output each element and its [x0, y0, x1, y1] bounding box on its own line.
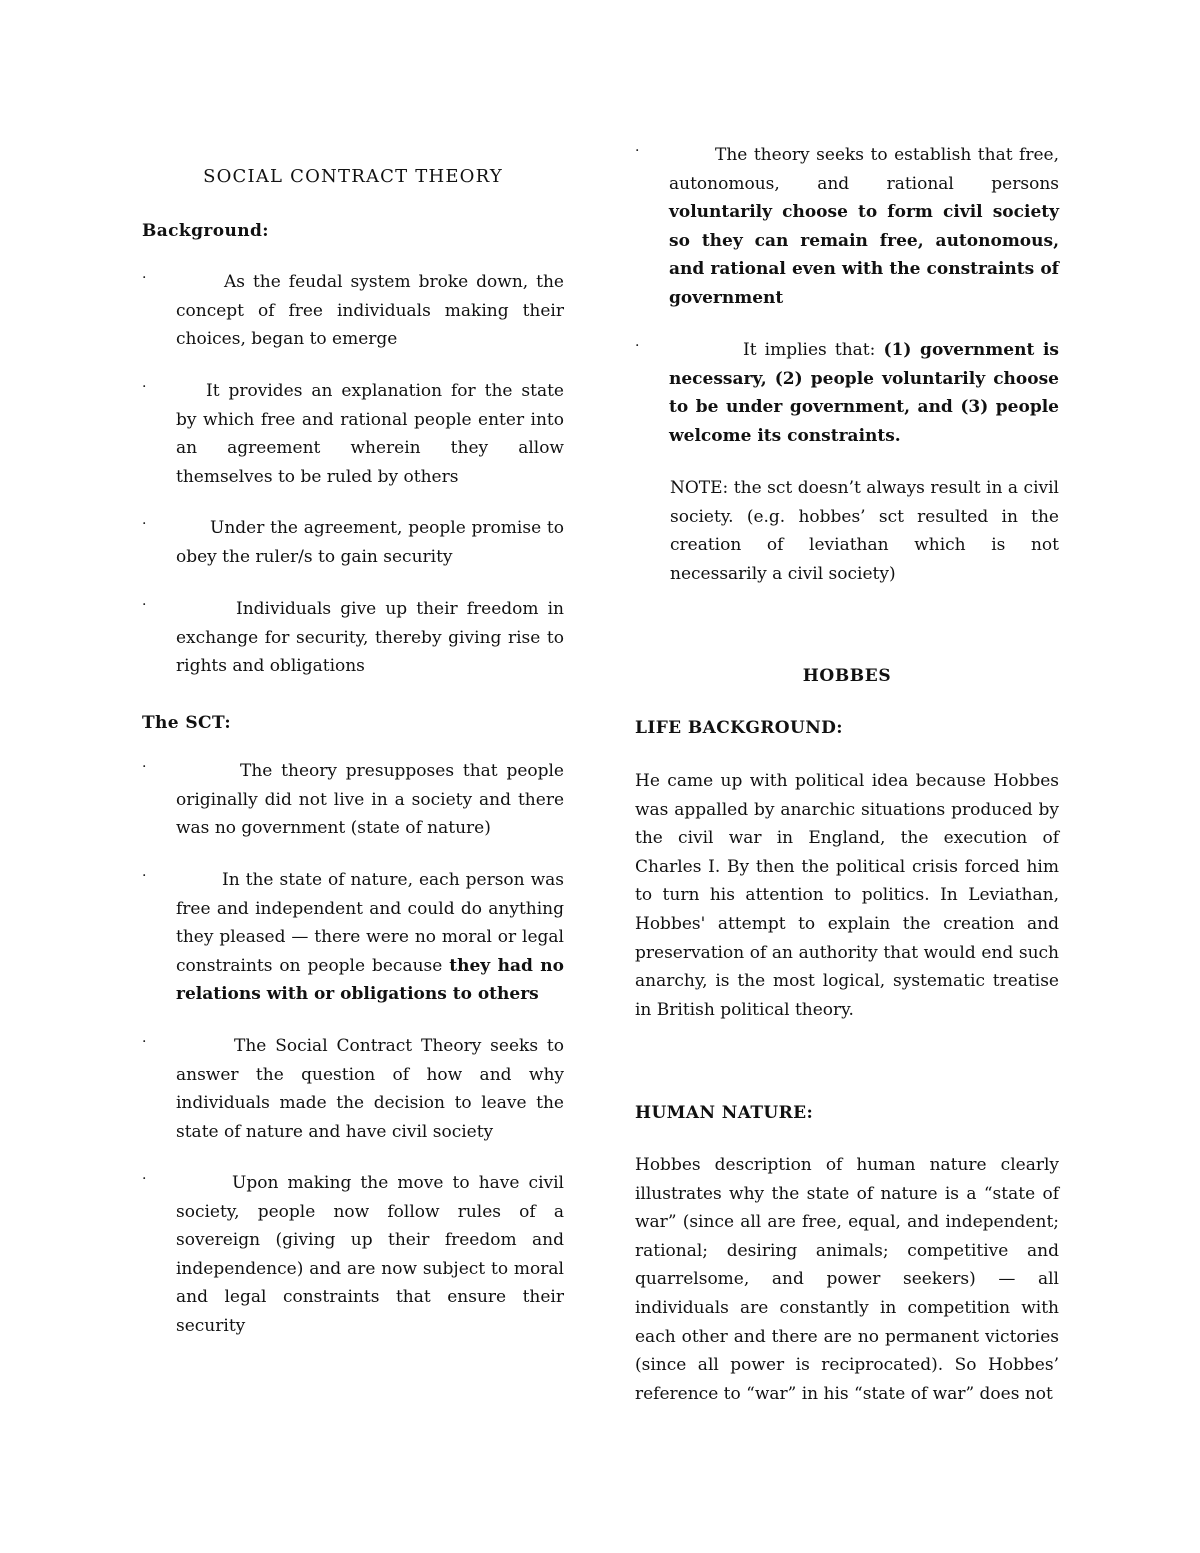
sct-item-2-bold: they had no relations with or obligations to others	[176, 955, 564, 1005]
right-item-1-text	[669, 141, 1059, 313]
background-item-1	[142, 268, 564, 354]
right-item-1-plain: The theory seeks to establish that free, autonomous, and rational persons	[669, 145, 1059, 194]
background-item-4-text: Individuals give up their freedom in exchange for security, thereby giving rise to rights and obligations	[176, 599, 564, 677]
note-paragraph: NOTE: the sct doesn’t always result in a civil society. (e.g. hobbes’ sct resulted in the creation of leviathan which is not necessarily a civil society)	[670, 478, 1059, 584]
bullet-icon: ·	[142, 597, 147, 613]
background-item-4	[142, 595, 564, 681]
background-item-2-text: It provides an explanation for the state by which free and rational people enter into an agreement wherein they allow themselves to be ruled by others	[176, 381, 564, 487]
bullet-icon: ·	[142, 759, 147, 775]
right-item-1-bold: voluntarily choose to form civil society so they can remain free, autonomous, and rational even with the constraints of government	[669, 202, 1059, 308]
bullet-icon: ·	[142, 1034, 147, 1050]
right-item-1	[635, 141, 1059, 313]
right-item-2-text	[669, 336, 1059, 450]
sct-item-1	[142, 757, 564, 843]
bullet-icon: ·	[142, 379, 147, 395]
right-item-2-plain: It implies that:	[743, 340, 884, 360]
right-item-2	[635, 336, 1059, 450]
page-title: SOCIAL CONTRACT THEORY	[203, 166, 503, 187]
sct-item-2-plain: In the state of nature, each person was free and independent and could do anything they pleased — there were no moral or legal constraints on people because	[176, 870, 564, 976]
background-item-2	[142, 377, 564, 491]
background-heading: Background:	[142, 221, 269, 241]
bullet-icon: ·	[142, 868, 147, 884]
bullet-icon: ·	[142, 1171, 147, 1187]
sct-item-3-text: The Social Contract Theory seeks to answer the question of how and why individuals made the decision to leave the state of nature and have civil society	[176, 1036, 564, 1142]
sct-item-2-text	[176, 866, 564, 1009]
right-item-2-bold: (1) government is necessary, (2) people voluntarily choose to be under government, and (3) people welcome its constraints.	[669, 340, 1059, 446]
sct-item-4-text: Upon making the move to have civil society, people now follow rules of a sovereign (giving up their freedom and independence) and are now subject to moral and legal constraints that ensure their security	[176, 1173, 564, 1336]
bullet-icon: ·	[142, 516, 147, 532]
human-nature-text: Hobbes description of human nature clearly illustrates why the state of nature is a “state of war” (since all are free, equal, and independent; rational; desiring animals; competitive and quarrelsome, and power seekers) — all individuals are constantly in competition with each other and there are no permanent victories (since all power is reciprocated). So Hobbes’ reference to “war” in his “state of war” does not	[635, 1155, 1059, 1404]
sct-item-4	[142, 1169, 564, 1341]
sct-item-3	[142, 1032, 564, 1146]
bullet-icon: ·	[635, 338, 640, 354]
bullet-icon: ·	[635, 143, 640, 159]
background-item-3	[142, 514, 564, 571]
background-item-3-text: Under the agreement, people promise to obey the ruler/s to gain security	[176, 518, 564, 567]
bullet-icon: ·	[142, 270, 147, 286]
background-item-1-text: As the feudal system broke down, the concept of free individuals making their choices, began to emerge	[176, 272, 564, 350]
sct-item-2	[142, 866, 564, 1009]
life-background-text: He came up with political idea because Hobbes was appalled by anarchic situations produced by the civil war in England, the execution of Charles I. By then the political crisis forced him to turn his attention to politics. In Leviathan, Hobbes' attempt to explain the creation and preservation of an authority that would end such anarchy, is the most logical, systematic treatise in British political theory.	[635, 771, 1059, 1020]
human-nature-heading: HUMAN NATURE:	[635, 1103, 814, 1123]
sct-heading: The SCT:	[142, 713, 232, 733]
sct-item-1-text: The theory presupposes that people originally did not live in a society and there was no government (state of nature)	[176, 761, 564, 839]
hobbes-title: HOBBES	[802, 666, 892, 686]
life-background-heading: LIFE BACKGROUND:	[635, 718, 843, 738]
